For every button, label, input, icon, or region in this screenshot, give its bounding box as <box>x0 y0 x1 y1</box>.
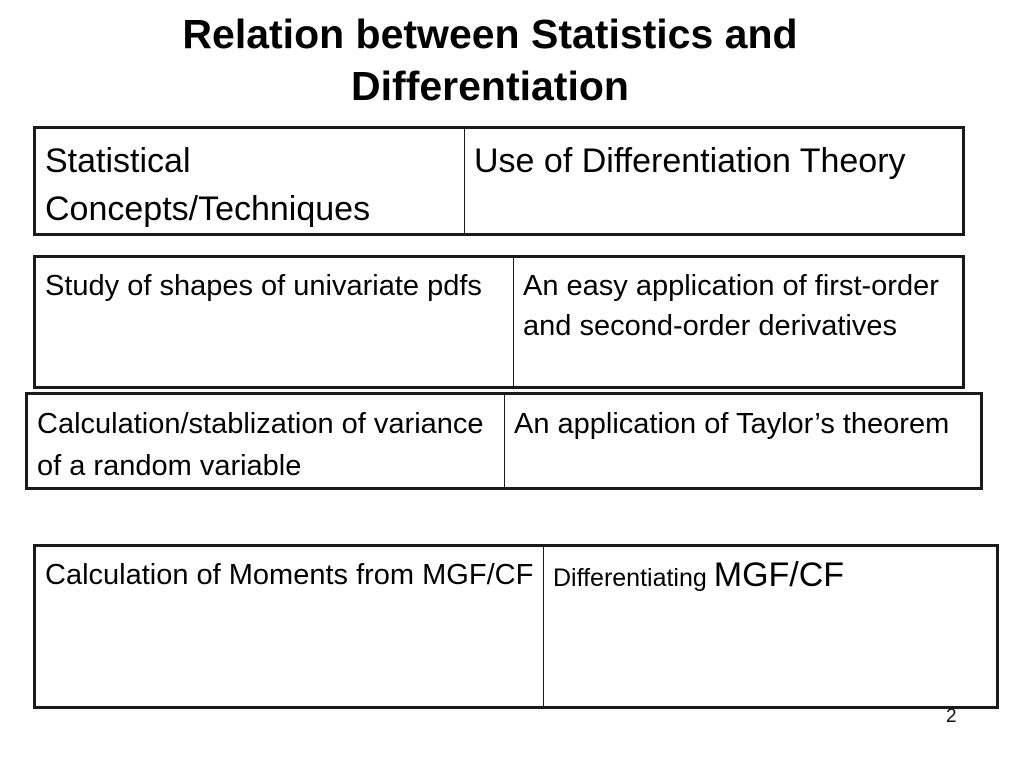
header-row <box>35 128 964 235</box>
table-row <box>35 546 998 708</box>
slide-title <box>90 8 890 112</box>
page-number: 2 <box>946 706 957 727</box>
application-cell: An application of Taylor’s theorem <box>505 394 982 489</box>
mgf-cf-emphasis: MGF/CF <box>713 556 845 594</box>
application-text: Differentiating <box>553 564 714 592</box>
table-row <box>27 394 982 489</box>
slide-title-line-2: Differentiation <box>351 63 629 109</box>
variance-table <box>25 392 983 490</box>
concept-cell: Calculation of Moments from MGF/CF <box>45 559 534 591</box>
shapes-table <box>33 255 965 389</box>
application-cell: An easy application of first-order and second-order derivatives <box>514 257 964 388</box>
table-row <box>35 257 964 388</box>
slide-title-line-1: Relation between Statistics and <box>182 11 798 57</box>
statistical-concepts-header: Statistical Concepts/Techniques <box>45 142 371 228</box>
application-cell <box>544 546 998 708</box>
concept-cell: Calculation/stablization of variance of a random variable <box>37 408 484 482</box>
moments-table <box>33 544 999 709</box>
differentiation-theory-header: Use of Differentiation Theory <box>465 128 964 235</box>
concept-cell: Study of shapes of univariate pdfs <box>45 270 482 302</box>
header-table <box>33 126 965 236</box>
